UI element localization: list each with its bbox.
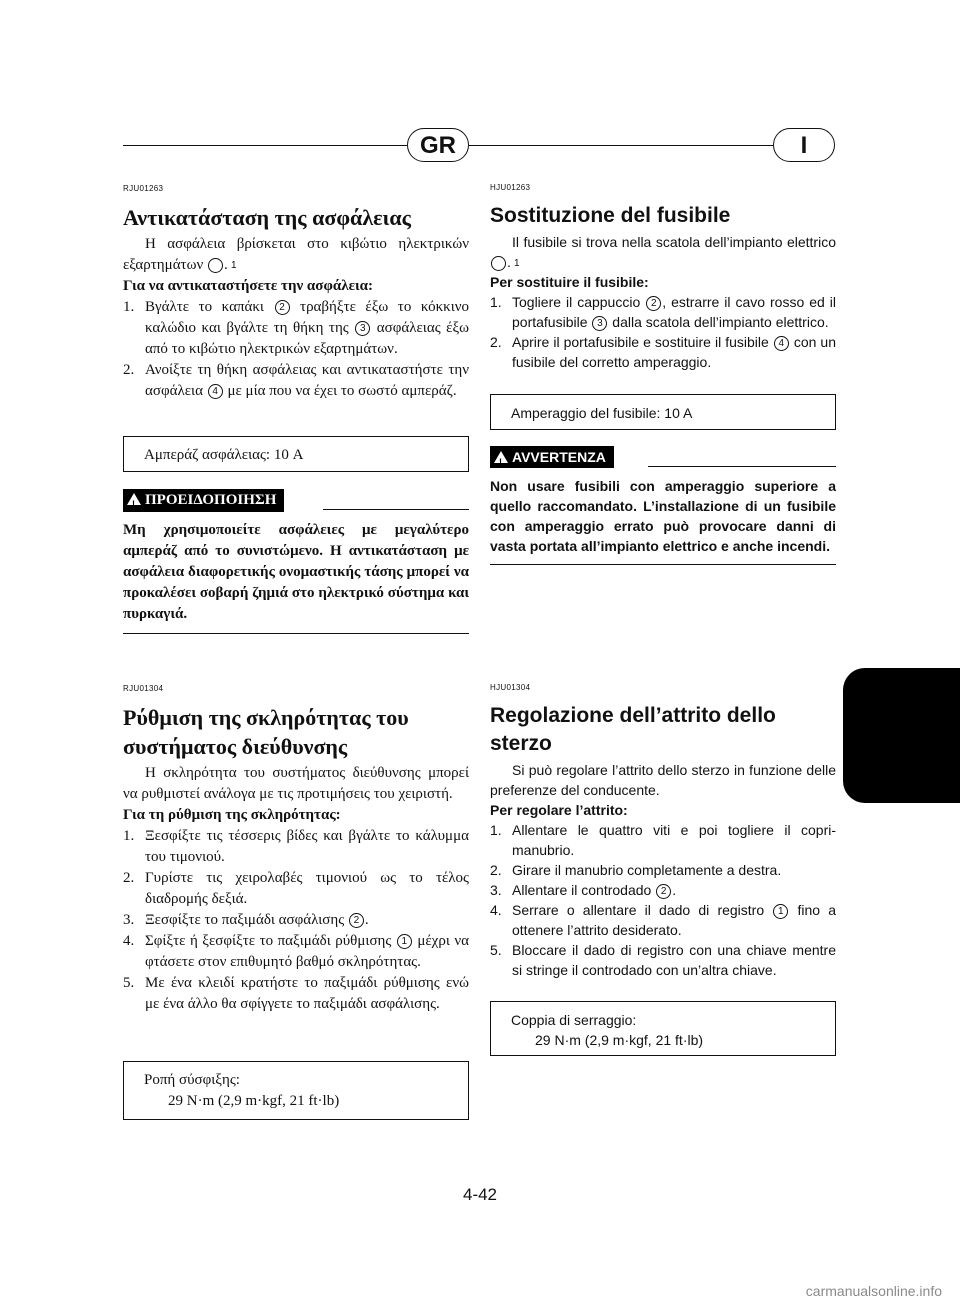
it-fuse-section [490, 178, 836, 372]
warning-triangle-icon [494, 451, 508, 463]
step-item: 3. Ξεσφίξτε το παξιμάδι ασφάλισης 2 . [123, 912, 369, 928]
watermark-link[interactable]: carmanualsonline.info [805, 1283, 942, 1299]
procedure-heading: Per regolare l’attrito: [490, 802, 628, 818]
spec-value: 29 N·m (2,9 m·kgf, 21 ft·lb) [168, 1093, 340, 1109]
step-item: 4. Σφίξτε ή ξεσφίξτε το παξιμάδι ρύθμισης 1 μέχρι να φτάσετε στον επιθυμητό βαθμό σκληρότητας. [123, 933, 470, 970]
section-title: Ρύθμιση της σκληρότητας του συστήματος διεύθυνσης [123, 705, 409, 759]
step-item: 4. Serrare o allentare il dado di registro 1 fino a ottenere l’attrito desiderato. [490, 902, 836, 938]
section-title: Regolazione dell’attrito dello sterzo [490, 704, 776, 755]
torque-box-it [490, 1001, 836, 1056]
step-list [123, 826, 469, 1015]
torque-box-gr [123, 1061, 469, 1120]
header-rule-middle [469, 145, 773, 146]
ref-number: 3 [592, 316, 607, 331]
section-code: RJU01304 [123, 684, 164, 693]
warning-bottom-rule [123, 633, 469, 634]
procedure-heading: Per sostituire il fusibile: [490, 274, 649, 290]
step-item: 1. Ξεσφίξτε τις τέσσερις βίδες και βγάλτε το κάλυμμα του τιμονιού. [123, 828, 469, 865]
warning-rule [323, 509, 469, 510]
intro-paragraph: Il fusibile si trova nella scatola dell’impianto elettrico 1. [490, 232, 836, 272]
step-item: 2. Aprire il portafusibile e sostituire il fusibile 4 con un fusibile del corretto amperaggio. [490, 334, 837, 370]
warning-block-it [490, 446, 836, 565]
step-item: 2. Ανοίξτε τη θήκη ασφάλειας και αντικαταστήστε την ασφάλεια 4 με μία που να έχει το σωστό αμπεράζ. [123, 362, 469, 399]
intro-paragraph: Η ασφάλεια βρίσκεται στο κιβώτιο ηλεκτρικών εξαρτημάτων 1. [123, 236, 469, 273]
ref-number: 1 [397, 934, 412, 949]
fuse-rating-box-gr [123, 436, 469, 472]
intro-paragraph: Si può regolare l’attrito dello sterzo in funzione delle preferenze del conducente. [490, 762, 836, 798]
fuse-rating-box-it [490, 394, 836, 430]
warning-rule [648, 466, 836, 467]
gr-steering-section [123, 678, 469, 1015]
warning-text: Μη χρησιμοποιείτε ασφάλειες με μεγαλύτερο αμπεράζ από το συνιστώμενο. Η αντικατάσταση με ασφάλεια διαφορετικής ονομαστικής τάσης μπορεί να προκαλέσει σοβαρή ζημιά στο ηλεκτρικό σύστημα και πυρκαγιά. [123, 522, 469, 622]
step-list [123, 297, 469, 402]
warning-label: !AVVERTENZA [490, 446, 614, 468]
step-item: 1. Allentare le quattro viti e poi togliere il copri-manubrio. [490, 822, 836, 858]
ref-number: 4 [208, 384, 223, 399]
spec-label: Coppia di serraggio: [511, 1012, 637, 1028]
section-code: RJU01263 [123, 184, 164, 193]
ref-number: 1 [773, 904, 788, 919]
warning-label: !ΠΡΟΕΙΔΟΠΟΙΗΣΗ [123, 489, 284, 512]
warning-block-gr [123, 489, 469, 634]
step-item: 1. Togliere il cappuccio 2 , estrarre il cavo rosso ed il portafusibile 3 dalla scatola dell’impianto elettrico. [490, 294, 836, 330]
step-item: 3. Allentare il controdado 2 . [490, 882, 677, 898]
section-title: Sostituzione del fusibile [490, 204, 731, 227]
section-code: HJU01263 [490, 183, 531, 192]
spec-value: 29 N·m (2,9 m·kgf, 21 ft·lb) [535, 1032, 704, 1048]
procedure-heading: Για να αντικαταστήσετε την ασφάλεια: [123, 278, 373, 294]
ref-number: 2 [349, 913, 364, 928]
gr-fuse-section [123, 178, 469, 402]
spec-label: Ροπή σύσφιξης: [144, 1072, 240, 1088]
step-item: 5. Με ένα κλειδί κρατήστε το παξιμάδι ρύθμισης ενώ με ένα άλλο θα σφίγγετε το παξιμάδι ασφάλισης. [123, 975, 469, 1012]
chapter-tab [843, 668, 960, 803]
header-rule-left [123, 145, 407, 146]
spec-text: Αμπεράζ ασφάλειας: 10 A [144, 447, 304, 463]
ref-number: 2 [656, 884, 671, 899]
procedure-heading: Για τη ρύθμιση της σκληρότητας: [123, 807, 341, 823]
section-code: HJU01304 [490, 683, 531, 692]
language-badge-gr: GR [407, 128, 469, 162]
warning-bottom-rule [490, 564, 836, 565]
step-item: 2. Girare il manubrio completamente a destra. [490, 862, 782, 878]
ref-number: 2 [275, 300, 290, 315]
step-item: 2. Γυρίστε τις χειρολαβές τιμονιού ως το τέλος διαδρομής δεξιά. [123, 870, 469, 907]
page-number: 4-42 [462, 1185, 498, 1204]
ref-number: 4 [774, 336, 789, 351]
step-item: 1. Βγάλτε το καπάκι 2 τραβήξτε έξω το κόκκινο καλώδιο και βγάλτε τη θήκη της 3 ασφάλειας έξω από το κιβώτιο ηλεκτρικών εξαρτημάτων. [123, 299, 470, 357]
step-item: 5. Bloccare il dado di registro con una chiave mentre si stringe il controdado con un’altra chiave. [490, 942, 836, 978]
ref-number: 1 [208, 258, 223, 273]
step-list [490, 292, 836, 372]
step-list [490, 820, 836, 980]
ref-number: 2 [646, 296, 661, 311]
ref-number: 3 [355, 321, 370, 336]
it-steering-section [490, 678, 836, 980]
section-title: Αντικατάσταση της ασφάλειας [123, 205, 411, 230]
language-badge-it: I [773, 128, 835, 162]
intro-paragraph: Η σκληρότητα του συστήματος διεύθυνσης μπορεί να ρυθμιστεί ανάλογα με τις προτιμήσεις του χειριστή. [123, 765, 469, 802]
spec-text: Amperaggio del fusibile: 10 A [511, 405, 693, 421]
warning-triangle-icon [127, 493, 141, 505]
ref-number: 1 [491, 256, 506, 271]
warning-text: Non usare fusibili con amperaggio superiore a quello raccomandato. L’installazione di un fusibile con amperaggio errato può provocare danni di vasta portata all’impianto elettrico e anche incendi. [490, 478, 836, 554]
